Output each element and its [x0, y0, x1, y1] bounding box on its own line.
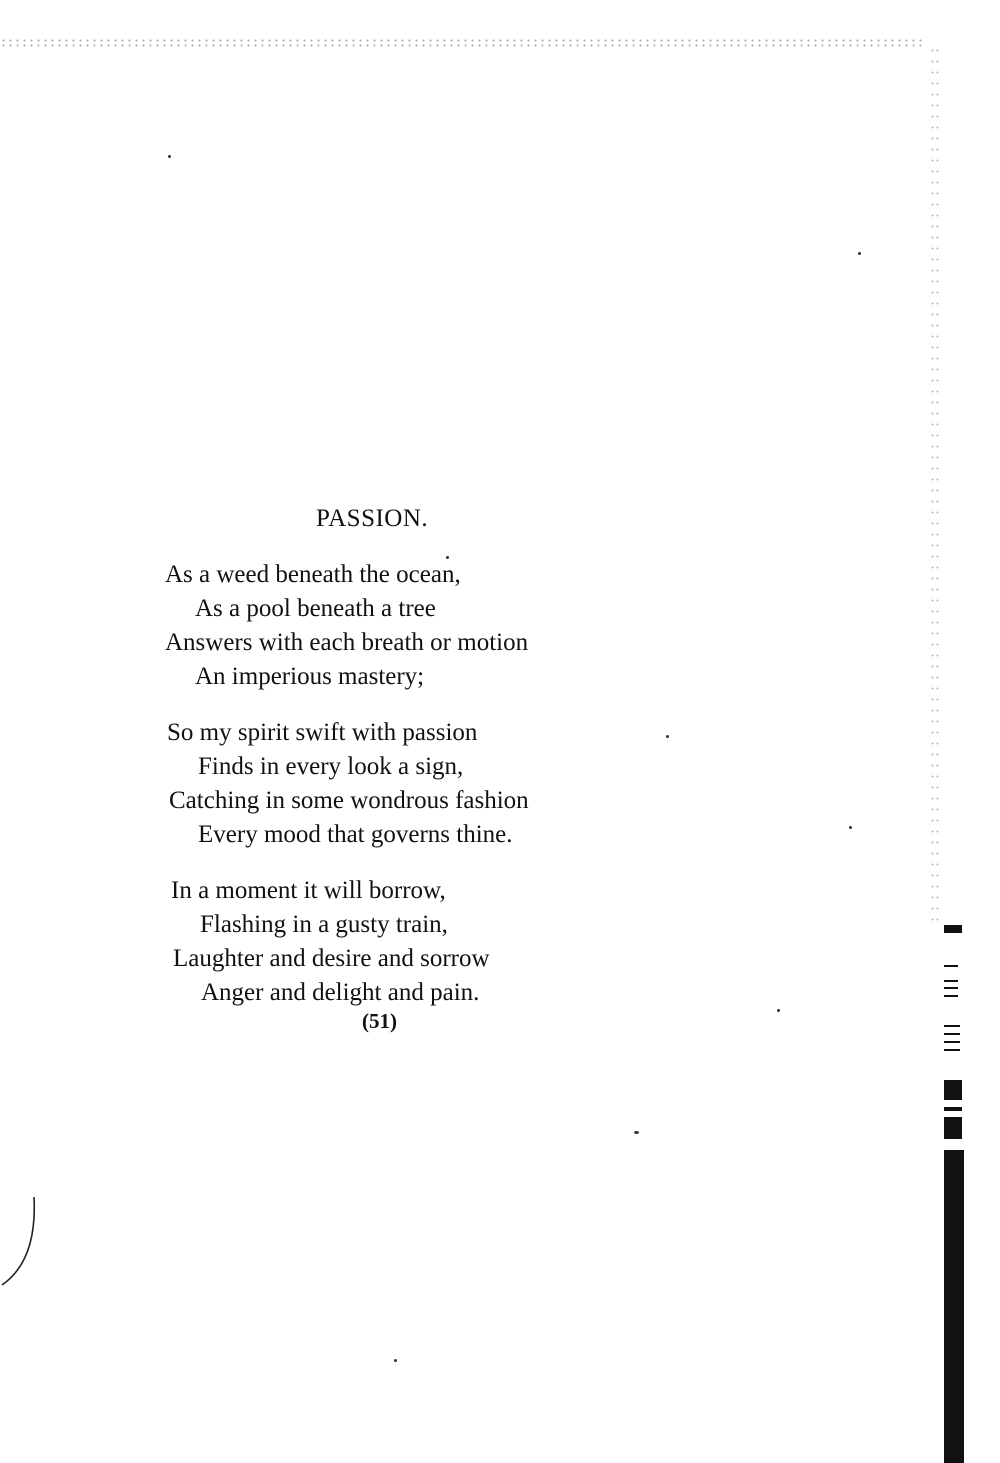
page-number: (51): [362, 1009, 397, 1033]
poem-line: Every mood that governs thine.: [198, 821, 513, 848]
dust-speck: [634, 1131, 639, 1134]
poem-line: An imperious mastery;: [195, 663, 425, 690]
poem-line: Anger and delight and pain.: [201, 979, 480, 1006]
poem-line: Laughter and desire and sorrow: [173, 945, 490, 972]
scan-edge-top: [0, 38, 925, 48]
binding-strip: [944, 925, 968, 1463]
page-curl-mark: [0, 1195, 40, 1290]
dust-speck: [849, 826, 852, 829]
poem-line: As a weed beneath the ocean,: [165, 561, 461, 588]
dust-speck: [394, 1359, 397, 1362]
scan-edge-right: [930, 45, 940, 925]
poem-line: Catching in some wondrous fashion: [169, 787, 529, 814]
poem-line: So my spirit swift with passion: [167, 719, 478, 746]
dust-speck: [858, 252, 861, 255]
poem-line: Flashing in a gusty train,: [200, 911, 448, 938]
poem-line: Finds in every look a sign,: [198, 753, 464, 780]
poem-line: Answers with each breath or motion: [165, 629, 529, 656]
poem-title: PASSION.: [316, 505, 429, 532]
poem-line: As a pool beneath a tree: [195, 595, 436, 622]
poem-line: In a moment it will borrow,: [171, 877, 446, 904]
dust-speck: [777, 1009, 780, 1012]
dust-speck: [168, 155, 171, 158]
dust-speck: [666, 735, 669, 738]
